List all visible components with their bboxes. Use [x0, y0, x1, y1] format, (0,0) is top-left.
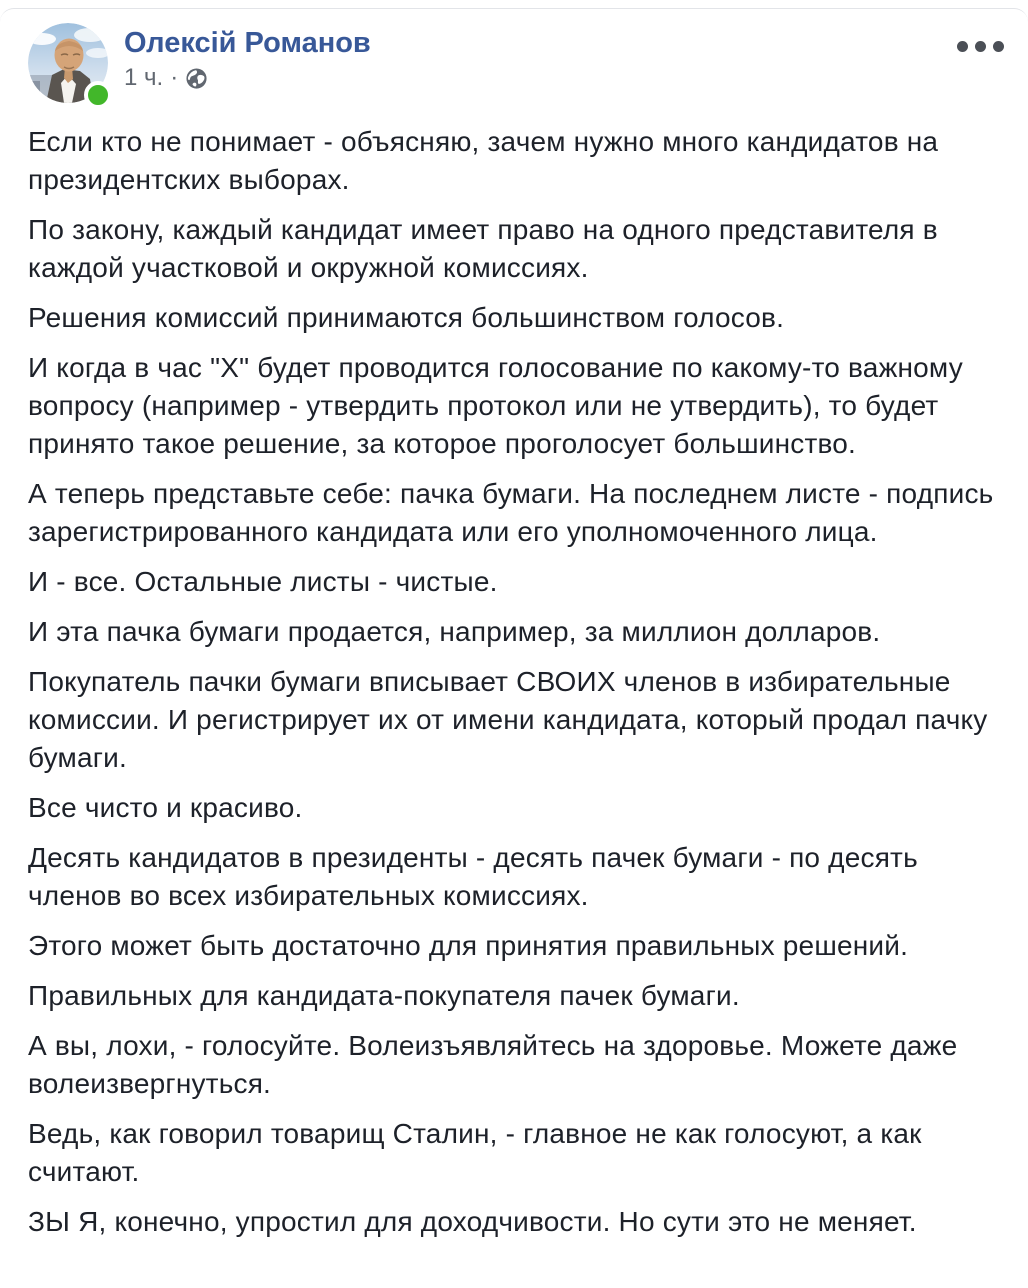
- post-paragraph: Ведь, как говорил товарищ Сталин, - главное не как голосуют, а как считают.: [28, 1118, 922, 1187]
- timestamp[interactable]: 1 ч.: [124, 64, 164, 91]
- post-paragraph: И когда в час "Х" будет проводится голосование по какому-то важному вопросу (например - утвердить протокол или не утвердить), то будет принято такое решение, за которое проголосует большинство.: [28, 352, 963, 459]
- post-paragraph: ЗЫ Я, конечно, упростил для доходчивости. Но сути это не меняет.: [28, 1206, 917, 1237]
- post-paragraph: Десять кандидатов в президенты - десять пачек бумаги - по десять членов во всех избирательных комиссиях.: [28, 842, 918, 911]
- post-paragraph: Решения комиссий принимаются большинством голосов.: [28, 302, 785, 333]
- post-paragraph: Правильных для кандидата-покупателя пачек бумаги.: [28, 980, 740, 1011]
- post-paragraph: По закону, каждый кандидат имеет право на одного представителя в каждой участковой и окружной комиссиях.: [28, 214, 938, 283]
- post-paragraph: И эта пачка бумаги продается, например, за миллион долларов.: [28, 616, 881, 647]
- post-paragraph: Покупатель пачки бумаги вписывает СВОИХ членов в избирательные комиссии. И регистрирует их от имени кандидата, который продал пачку бумаги.: [28, 666, 988, 773]
- post-header: [0, 9, 1028, 103]
- ellipsis-icon: [975, 41, 986, 52]
- ellipsis-icon: [993, 41, 1004, 52]
- post-paragraph: А теперь представьте себе: пачка бумаги. На последнем листе - подпись зарегистрированного кандидата или его уполномоченного лица.: [28, 478, 994, 547]
- header-text: [124, 23, 371, 92]
- post-paragraph: Все чисто и красиво.: [28, 792, 303, 823]
- post-paragraph: Если кто не понимает - объясняю, зачем нужно много кандидатов на президентских выборах.: [28, 126, 939, 195]
- author-name[interactable]: Олексій Романов: [124, 27, 371, 59]
- post-paragraph: А вы, лохи, - голосуйте. Волеизъявляйтесь на здоровье. Можете даже волеизвергнуться.: [28, 1030, 958, 1099]
- post-body: [0, 103, 1028, 1267]
- ellipsis-icon: [957, 41, 968, 52]
- more-options-button[interactable]: [951, 35, 1010, 58]
- online-status-dot: [84, 81, 112, 109]
- post-card: [0, 8, 1028, 1267]
- avatar[interactable]: [28, 23, 108, 103]
- post-paragraph: Этого может быть достаточно для принятия правильных решений.: [28, 930, 909, 961]
- globe-icon: [185, 67, 208, 90]
- post-meta: [124, 64, 371, 92]
- post-paragraph: И - все. Остальные листы - чистые.: [28, 566, 498, 597]
- meta-separator: ·: [170, 64, 179, 91]
